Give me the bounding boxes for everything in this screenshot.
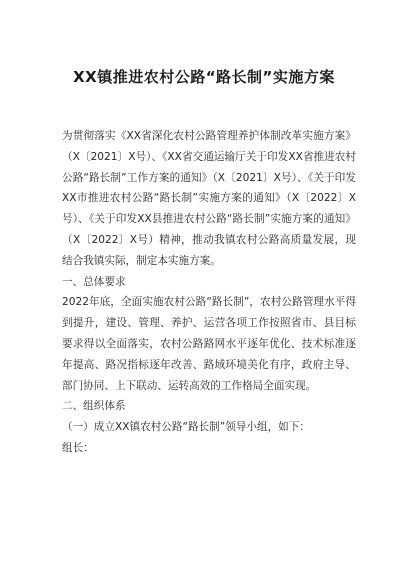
organization-subsection: （一）成立XX镇农村公路“路长制”领导小组，如下： — [62, 421, 310, 434]
section-heading-organization: 二、组织体系 — [62, 400, 126, 413]
intro-paragraph: 为贯彻落实《XX省深化农村公路管理养护体制改革实施方案》（X〔2021〕X号）、《XX省交通运输厅关于印发XX省推进农村公路“路长制”工作方案的通知》（X〔2021〕X号）、《关于印发XX市推进农村公路“路长制”实施方案的通知》（X〔2022〕X号）、《关于印发XX县推进农村公路“路长制”实施方案的通知》（X〔2022〕X号）精神，推动我镇农村公路高质量发展，现结合我镇实际，制定本实施方案。 — [62, 130, 356, 267]
section-heading-general: 一、总体要求 — [62, 275, 126, 288]
document-body — [62, 126, 356, 459]
group-leader-line: 组长： — [62, 441, 94, 454]
general-requirements-paragraph: 2022年底，全面实施农村公路“路长制”，农村公路管理水平得到提升，建设、管理、养护、运营各项工作按照省市、县目标要求得以全面落实，农村公路路网水平逐年优化、技术标准逐年提高、路况指标逐年改善、路域环境美化有序，政府主导、部门协同、上下联动、运转高效的工作格局全面实现。 — [62, 296, 356, 392]
document-title: XX镇推进农村公路“路长制”实施方案 — [73, 68, 335, 86]
